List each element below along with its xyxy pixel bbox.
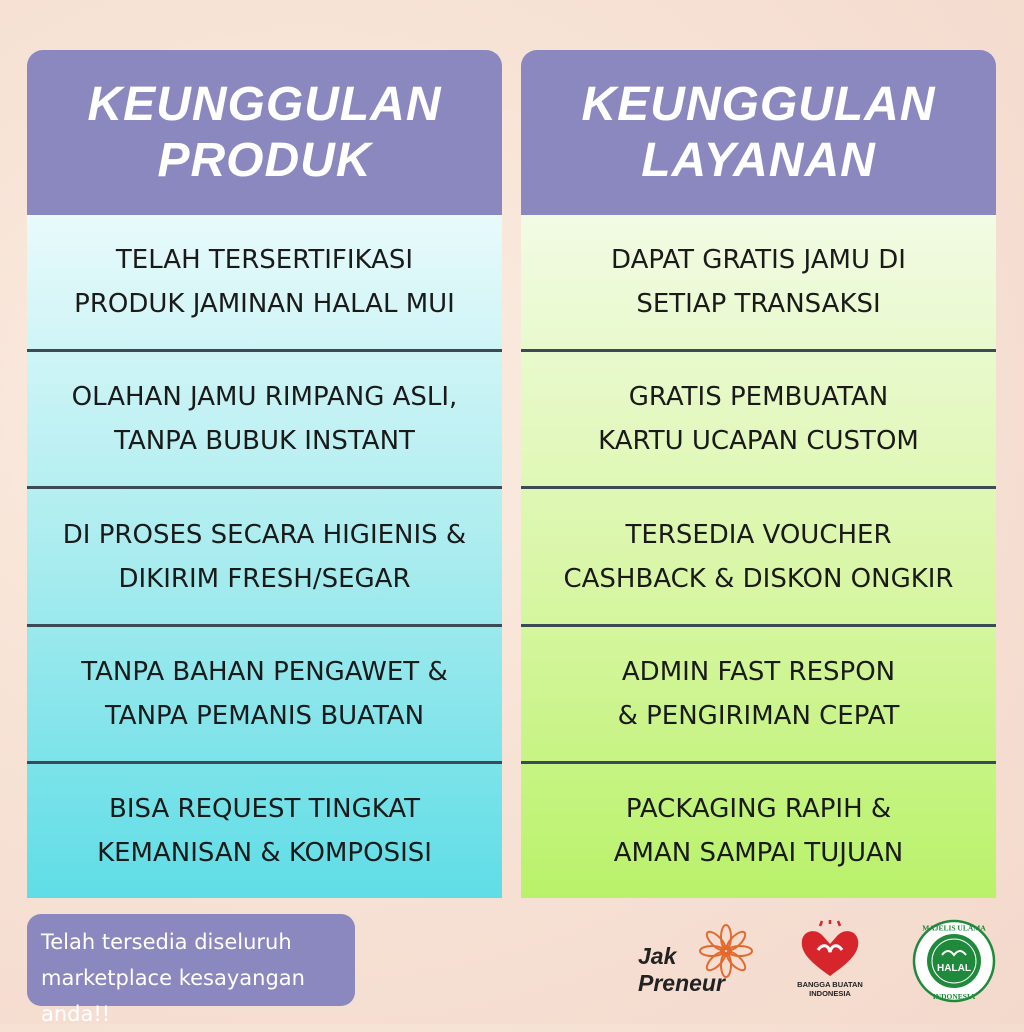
item-text-line: DI PROSES SECARA HIGIENIS & <box>62 519 467 550</box>
list-item <box>521 215 996 352</box>
header-title-line: LAYANAN <box>641 133 876 187</box>
service-advantages-panel <box>521 50 996 898</box>
service-advantages-header <box>521 50 996 215</box>
list-item <box>521 627 996 764</box>
heart-hand-icon <box>790 920 870 980</box>
halal-seal-icon <box>912 919 996 1003</box>
list-item <box>27 764 502 898</box>
bbi-text-line: BANGGA BUATAN <box>797 980 863 989</box>
product-advantages-list <box>27 215 502 898</box>
item-text-line: TANPA BAHAN PENGAWET & <box>81 656 448 687</box>
mui-center-text: HALAL <box>937 963 971 974</box>
item-text-line: ADMIN FAST RESPON <box>621 656 896 687</box>
product-advantages-header <box>27 50 502 215</box>
item-text-line: DAPAT GRATIS JAMU DI <box>611 245 906 276</box>
bangga-buatan-indonesia-logo <box>790 920 870 1010</box>
item-text-line: AMAN SAMPAI TUJUAN <box>613 837 904 868</box>
item-text-line: GRATIS PEMBUATAN <box>628 382 889 413</box>
header-title-line: KEUNGGULAN <box>87 77 442 131</box>
item-text-line: PRODUK JAMINAN HALAL MUI <box>74 289 455 320</box>
note-text-line: marketplace kesayangan anda!! <box>41 966 305 1026</box>
item-text-line: & PENGIRIMAN CEPAT <box>617 700 900 731</box>
list-item <box>27 215 502 352</box>
item-text-line: CASHBACK & DISKON ONGKIR <box>563 563 954 594</box>
mui-halal-seal <box>912 919 996 1003</box>
item-text-line: TANPA PEMANIS BUATAN <box>104 700 425 731</box>
item-text-line: OLAHAN JAMU RIMPANG ASLI, <box>71 382 458 413</box>
item-text-line: PACKAGING RAPIH & <box>625 793 892 824</box>
item-text-line: BISA REQUEST TINGKAT <box>109 793 420 824</box>
header-title-line: PRODUK <box>157 133 372 187</box>
list-item <box>27 352 502 489</box>
item-text-line: TERSEDIA VOUCHER <box>625 519 892 550</box>
item-text-line: TELAH TERSERTIFIKASI <box>115 245 414 276</box>
note-text-line: Telah tersedia diseluruh <box>41 930 292 954</box>
list-item <box>521 764 996 898</box>
item-text-line: DIKIRIM FRESH/SEGAR <box>118 563 411 594</box>
marketplace-availability-note <box>27 914 355 1026</box>
partner-logos <box>630 915 1000 1015</box>
bangga-buatan-indonesia-text <box>790 980 870 998</box>
list-item <box>27 627 502 764</box>
item-text-line: SETIAP TRANSAKSI <box>636 289 881 320</box>
item-text-line: KEMANISAN & KOMPOSISI <box>97 837 432 868</box>
service-advantages-list <box>521 215 996 898</box>
mui-top-text: MAJELIS ULAMA <box>922 923 986 933</box>
jakpreneur-word: Jak <box>638 943 677 969</box>
product-advantages-panel <box>27 50 502 898</box>
mui-bottom-text: INDONESIA <box>932 992 976 1001</box>
item-text-line: KARTU UCAPAN CUSTOM <box>598 426 919 457</box>
list-item <box>521 352 996 489</box>
bbi-text-line: INDONESIA <box>809 989 851 998</box>
jakpreneur-logo <box>638 925 753 1005</box>
list-item <box>27 489 502 626</box>
mandala-flower-icon <box>696 921 756 981</box>
header-title-line: KEUNGGULAN <box>581 77 936 131</box>
list-item <box>521 489 996 626</box>
item-text-line: TANPA BUBUK INSTANT <box>114 426 415 457</box>
jakpreneur-word: Preneur <box>638 970 725 996</box>
